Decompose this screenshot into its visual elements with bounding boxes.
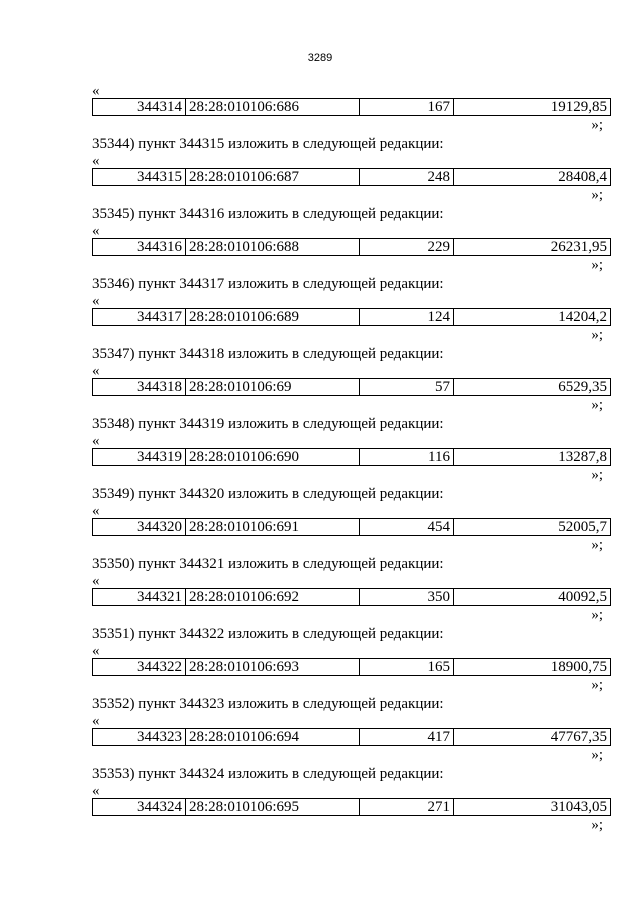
value-cell: 14204,2 [454,309,611,326]
cadastral-number-cell: 28:28:010106:695 [186,799,360,816]
item-number-cell: 344315 [93,169,186,186]
close-quote: »; [591,397,603,413]
table-row [92,98,611,116]
amendment-block [92,414,611,484]
table-row [92,238,611,256]
value-cell: 26231,95 [454,239,611,256]
table-row [92,448,611,466]
cadastral-number-cell: 28:28:010106:694 [186,729,360,746]
area-cell: 417 [360,729,454,746]
item-number-cell: 344321 [93,589,186,606]
document-body [92,84,611,834]
close-quote: »; [591,327,603,343]
value-cell: 19129,85 [454,99,611,116]
table-row [92,728,611,746]
amendment-block [92,274,611,344]
amendment-instruction: 35345) пункт 344316 изложить в следующей редакции: [92,206,444,222]
item-number-cell: 344323 [93,729,186,746]
item-number-cell: 344314 [93,99,186,116]
area-cell: 165 [360,659,454,676]
amendment-instruction: 35352) пункт 344323 изложить в следующей редакции: [92,696,444,712]
open-quote: « [92,223,100,239]
amendment-instruction: 35346) пункт 344317 изложить в следующей редакции: [92,276,444,292]
open-quote: « [92,643,100,659]
amendment-block [92,554,611,624]
close-quote: »; [591,537,603,553]
cadastral-number-cell: 28:28:010106:691 [186,519,360,536]
amendment-list [92,134,611,834]
value-cell: 52005,7 [454,519,611,536]
item-number-cell: 344319 [93,449,186,466]
open-quote: « [92,503,100,519]
value-cell: 47767,35 [454,729,611,746]
open-quote: « [92,83,100,99]
value-cell: 13287,8 [454,449,611,466]
amendment-instruction: 35349) пункт 344320 изложить в следующей редакции: [92,486,444,502]
table-row [92,658,611,676]
close-quote: »; [591,607,603,623]
amendment-block [92,134,611,204]
open-quote: « [92,363,100,379]
item-number-cell: 344324 [93,799,186,816]
amendment-instruction: 35353) пункт 344324 изложить в следующей редакции: [92,766,444,782]
area-cell: 167 [360,99,454,116]
amendment-instruction: 35351) пункт 344322 изложить в следующей редакции: [92,626,444,642]
value-cell: 28408,4 [454,169,611,186]
open-quote: « [92,713,100,729]
cadastral-number-cell: 28:28:010106:686 [186,99,360,116]
open-quote: « [92,573,100,589]
amendment-block [92,344,611,414]
value-cell: 40092,5 [454,589,611,606]
area-cell: 116 [360,449,454,466]
area-cell: 124 [360,309,454,326]
table-row [92,168,611,186]
cadastral-number-cell: 28:28:010106:688 [186,239,360,256]
table-row [92,518,611,536]
cadastral-number-cell: 28:28:010106:692 [186,589,360,606]
item-number-cell: 344320 [93,519,186,536]
close-quote: »; [591,677,603,693]
close-quote: »; [591,257,603,273]
page-number: 3289 [307,52,333,64]
open-quote: « [92,433,100,449]
table-row [92,798,611,816]
amendment-instruction: 35350) пункт 344321 изложить в следующей редакции: [92,556,444,572]
table-row [92,308,611,326]
table-row [92,588,611,606]
cadastral-number-cell: 28:28:010106:687 [186,169,360,186]
close-quote: »; [591,817,603,833]
amendment-instruction: 35347) пункт 344318 изложить в следующей редакции: [92,346,444,362]
amendment-instruction: 35348) пункт 344319 изложить в следующей редакции: [92,416,444,432]
cadastral-number-cell: 28:28:010106:693 [186,659,360,676]
open-quote: « [92,293,100,309]
area-cell: 57 [360,379,454,396]
area-cell: 248 [360,169,454,186]
value-cell: 6529,35 [454,379,611,396]
area-cell: 350 [360,589,454,606]
item-number-cell: 344322 [93,659,186,676]
value-cell: 18900,75 [454,659,611,676]
open-quote: « [92,783,100,799]
cadastral-number-cell: 28:28:010106:689 [186,309,360,326]
close-quote: »; [591,747,603,763]
area-cell: 271 [360,799,454,816]
amendment-block [92,624,611,694]
cadastral-number-cell: 28:28:010106:69 [186,379,360,396]
item-number-cell: 344316 [93,239,186,256]
amendment-block [92,484,611,554]
close-quote: »; [591,187,603,203]
open-quote: « [92,153,100,169]
close-quote: »; [591,117,603,133]
cadastral-number-cell: 28:28:010106:690 [186,449,360,466]
amendment-block [92,694,611,764]
amendment-instruction: 35344) пункт 344315 изложить в следующей редакции: [92,136,444,152]
close-quote: »; [591,467,603,483]
value-cell: 31043,05 [454,799,611,816]
item-number-cell: 344318 [93,379,186,396]
item-number-cell: 344317 [93,309,186,326]
amendment-block [92,764,611,834]
area-cell: 229 [360,239,454,256]
table-row [92,378,611,396]
amendment-block [92,204,611,274]
area-cell: 454 [360,519,454,536]
